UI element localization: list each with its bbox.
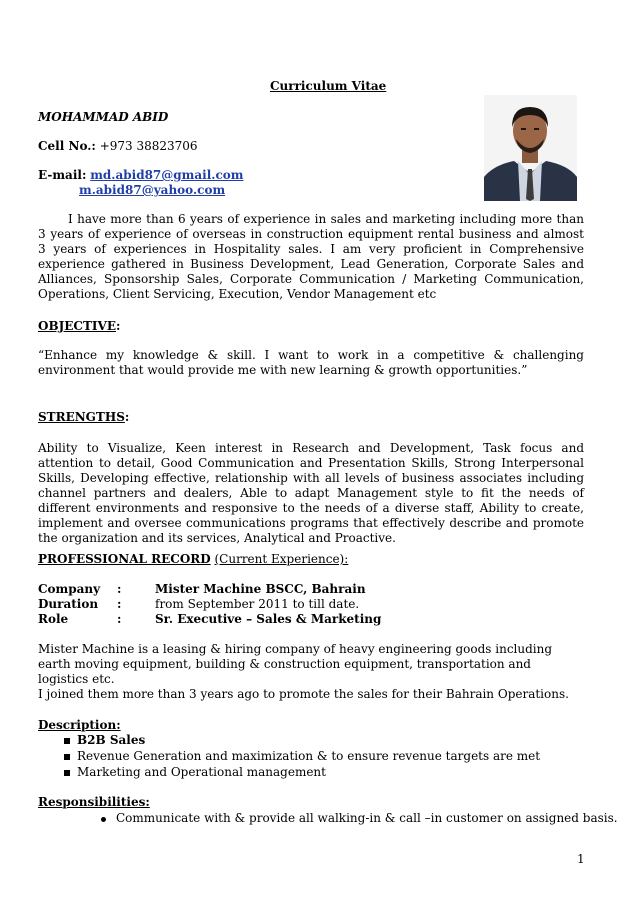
row-company-sep: : (117, 582, 122, 596)
row-role-sep: : (117, 612, 122, 626)
row-role-value: Sr. Executive – Sales & Marketing (155, 612, 382, 626)
email-label: E-mail: (38, 168, 87, 182)
description-heading: Description: (38, 718, 121, 732)
bullet-square-icon (64, 754, 70, 760)
professional-heading: PROFESSIONAL RECORD (38, 552, 211, 566)
professional-heading-line (38, 552, 348, 567)
email-primary-link[interactable]: md.abid87@gmail.com (90, 168, 244, 182)
bullet-dot-icon (101, 817, 106, 822)
email-secondary-link[interactable]: m.abid87@yahoo.com (79, 183, 226, 197)
responsibility-item-1: Communicate with & provide all walking-in & call –in customer on assigned basis. (116, 811, 618, 825)
document-title: Curriculum Vitae (270, 79, 387, 93)
row-company-value: Mister Machine BSCC, Bahrain (155, 582, 366, 596)
company-description: Mister Machine is a leasing & hiring company of heavy engineering goods including earth moving equipment, building & construction equipment, transportation and logistics etc. (38, 642, 553, 686)
bullet-square-icon (64, 770, 70, 776)
strengths-colon: : (124, 410, 130, 424)
row-role-label: Role (38, 612, 69, 626)
strengths-text: Ability to Visualize, Keen interest in Research and Development, Task focus and attention to detail, Good Communication and Presentation Skills, Strong Interpersonal Skills, Developing effective, relationship with all levels of business associates including channel partners and dealers, Able to adapt Management style to fit the needs of different environments and responsive to the needs of a diverse staff, Ability to create, implement and oversee communications programs that effectively describe and promote the organization and its services, Analytical and Proactive. (38, 441, 584, 545)
cell-label: Cell No.: (38, 139, 96, 153)
email-line (38, 168, 243, 183)
objective-heading-line (38, 319, 120, 334)
responsibilities-heading: Responsibilities: (38, 795, 150, 809)
candidate-name: MOHAMMAD ABID (38, 110, 169, 124)
row-duration-sep: : (117, 597, 122, 611)
summary-paragraph: I have more than 6 years of experience in sales and marketing including more than 3 years of experience of overseas in construction equipment rental business and almost 3 years of experiences in Hospitality sales. I am very proficient in Comprehensive experience gathered in Business Development, Lead Generation, Corporate Sales and Alliances, Sponsorship Sales, Corporate Communication / Marketing Communication, Operations, Client Servicing, Execution, Vendor Management etc (38, 212, 584, 301)
row-duration-value: from September 2011 to till date. (155, 597, 360, 611)
description-item-2: Revenue Generation and maximization & to ensure revenue targets are met (77, 749, 541, 763)
row-company-label: Company (38, 582, 101, 596)
strengths-heading: STRENGTHS (38, 410, 125, 424)
row-duration-label: Duration (38, 597, 99, 611)
bullet-square-icon (64, 738, 70, 744)
description-item-3: Marketing and Operational management (77, 765, 326, 779)
cell-line (38, 139, 198, 154)
cell-value: +973 38823706 (99, 139, 198, 153)
objective-colon: : (115, 319, 121, 333)
email-secondary-line (79, 183, 225, 198)
professional-subheading: (Current Experience): (214, 552, 349, 566)
objective-heading: OBJECTIVE (38, 319, 116, 333)
joined-text: I joined them more than 3 years ago to promote the sales for their Bahrain Operations. (38, 687, 569, 701)
profile-photo-graphic (484, 95, 577, 201)
strengths-heading-line (38, 410, 129, 425)
objective-text: “Enhance my knowledge & skill. I want to work in a competitive & challenging environment that would provide me with new learning & growth opportunities.” (38, 348, 584, 377)
profile-photo (484, 95, 577, 201)
page-number: 1 (577, 852, 585, 866)
description-item-1: B2B Sales (77, 733, 146, 747)
